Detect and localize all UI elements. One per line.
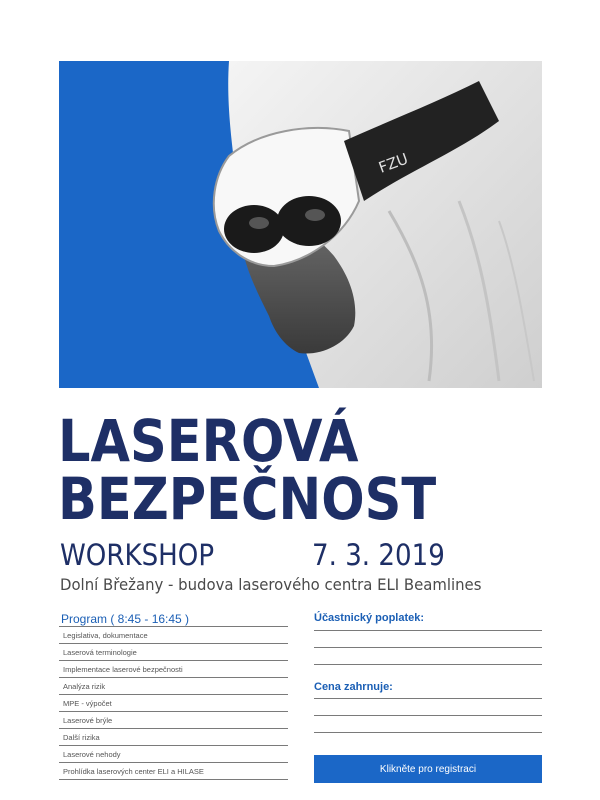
divider bbox=[314, 715, 542, 716]
list-item: MPE - výpočet bbox=[59, 694, 288, 711]
list-item: Analýza rizik bbox=[59, 677, 288, 694]
subtitle: WORKSHOP bbox=[60, 538, 215, 572]
divider bbox=[314, 647, 542, 648]
title-line-1: LASEROVÁ bbox=[58, 407, 359, 475]
program-list bbox=[59, 626, 288, 780]
includes-heading: Cena zahrnuje: bbox=[314, 681, 393, 693]
register-button[interactable]: Klikněte pro registraci bbox=[314, 755, 542, 783]
list-item: Laserové brýle bbox=[59, 711, 288, 728]
divider bbox=[314, 630, 542, 631]
list-item: Laserové nehody bbox=[59, 745, 288, 762]
fee-heading: Účastnický poplatek: bbox=[314, 612, 425, 624]
list-item: Prohlídka laserových center ELI a HILASE bbox=[59, 762, 288, 780]
list-item: Laserová terminologie bbox=[59, 643, 288, 660]
divider bbox=[314, 698, 542, 699]
fzu-logo: FZU bbox=[376, 149, 411, 177]
program-heading: Program ( 8:45 - 16:45 ) bbox=[61, 612, 190, 626]
laser-safety-photo bbox=[59, 61, 542, 388]
event-location: Dolní Břežany - budova laserového centra ELI Beamlines bbox=[60, 575, 482, 594]
page-title bbox=[58, 407, 437, 533]
divider bbox=[314, 732, 542, 733]
list-item: Implementace laserové bezpečnosti bbox=[59, 660, 288, 677]
event-date: 7. 3. 2019 bbox=[312, 538, 445, 572]
divider bbox=[314, 664, 542, 665]
list-item: Legislativa, dokumentace bbox=[59, 626, 288, 643]
list-item: Další rizika bbox=[59, 728, 288, 745]
hero-image bbox=[59, 61, 542, 388]
title-line-2: BEZPEČNOST bbox=[58, 465, 437, 533]
